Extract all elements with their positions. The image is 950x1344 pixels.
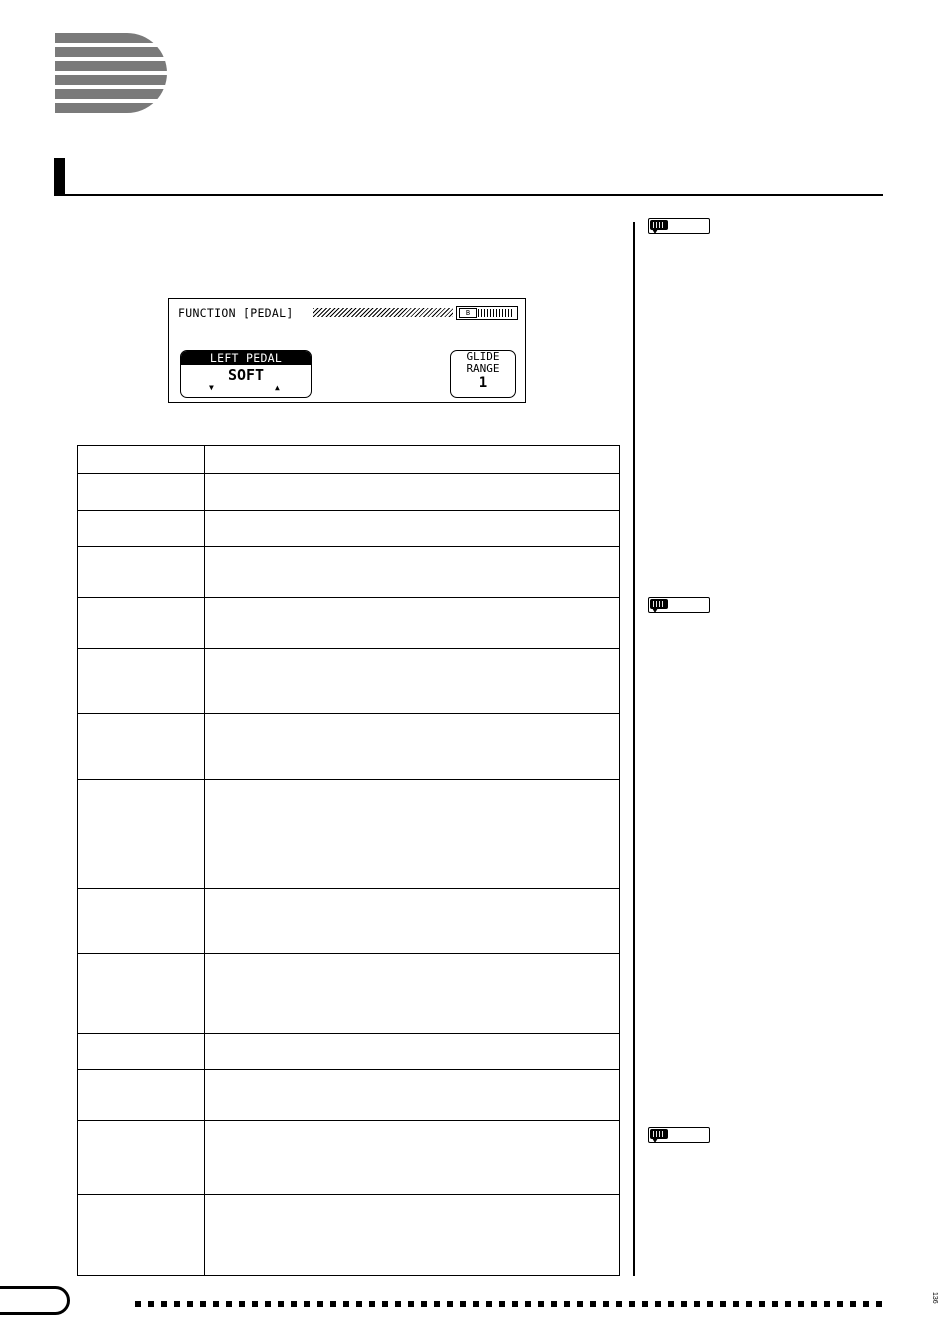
battery-label: B (459, 308, 477, 318)
left-pedal-button[interactable] (180, 350, 312, 398)
table-row (78, 474, 619, 511)
battery-icon (456, 306, 518, 320)
table-row (78, 780, 619, 889)
glide-range-label-2: RANGE (466, 362, 500, 375)
page-tab (0, 1286, 70, 1315)
table-row (78, 547, 619, 598)
table-row (78, 714, 619, 780)
table-row (78, 598, 619, 649)
table-row (78, 446, 619, 474)
left-pedal-label: LEFT PEDAL (181, 351, 311, 365)
lcd-level-meter (313, 308, 453, 317)
lcd-title: FUNCTION [PEDAL] (178, 306, 294, 320)
table-row (78, 889, 619, 954)
table-row (78, 1121, 619, 1195)
left-pedal-value: SOFT (227, 366, 265, 384)
up-arrow-icon[interactable]: ▲ (275, 383, 280, 392)
glide-range-button[interactable] (450, 350, 516, 398)
sidebar-divider (633, 222, 635, 1276)
table-row (78, 511, 619, 547)
glide-range-label-1: GLIDE (466, 350, 500, 363)
note-icon (648, 1127, 710, 1143)
table-row (78, 649, 619, 714)
table-row (78, 1195, 619, 1275)
page-number: 136 (931, 1292, 938, 1304)
lcd-display (168, 298, 526, 403)
section-heading-marker (54, 158, 65, 196)
note-icon (648, 218, 710, 234)
chapter-stripe-logo (55, 33, 167, 113)
table-row (78, 954, 619, 1034)
note-icon (648, 597, 710, 613)
table-row (78, 1034, 619, 1070)
section-heading-rule (54, 194, 883, 196)
footer-dotted-rule (135, 1301, 885, 1307)
glide-range-value: 1 (478, 375, 488, 391)
table-row (78, 1070, 619, 1121)
parameter-table (77, 445, 620, 1276)
down-arrow-icon[interactable]: ▼ (209, 383, 214, 392)
